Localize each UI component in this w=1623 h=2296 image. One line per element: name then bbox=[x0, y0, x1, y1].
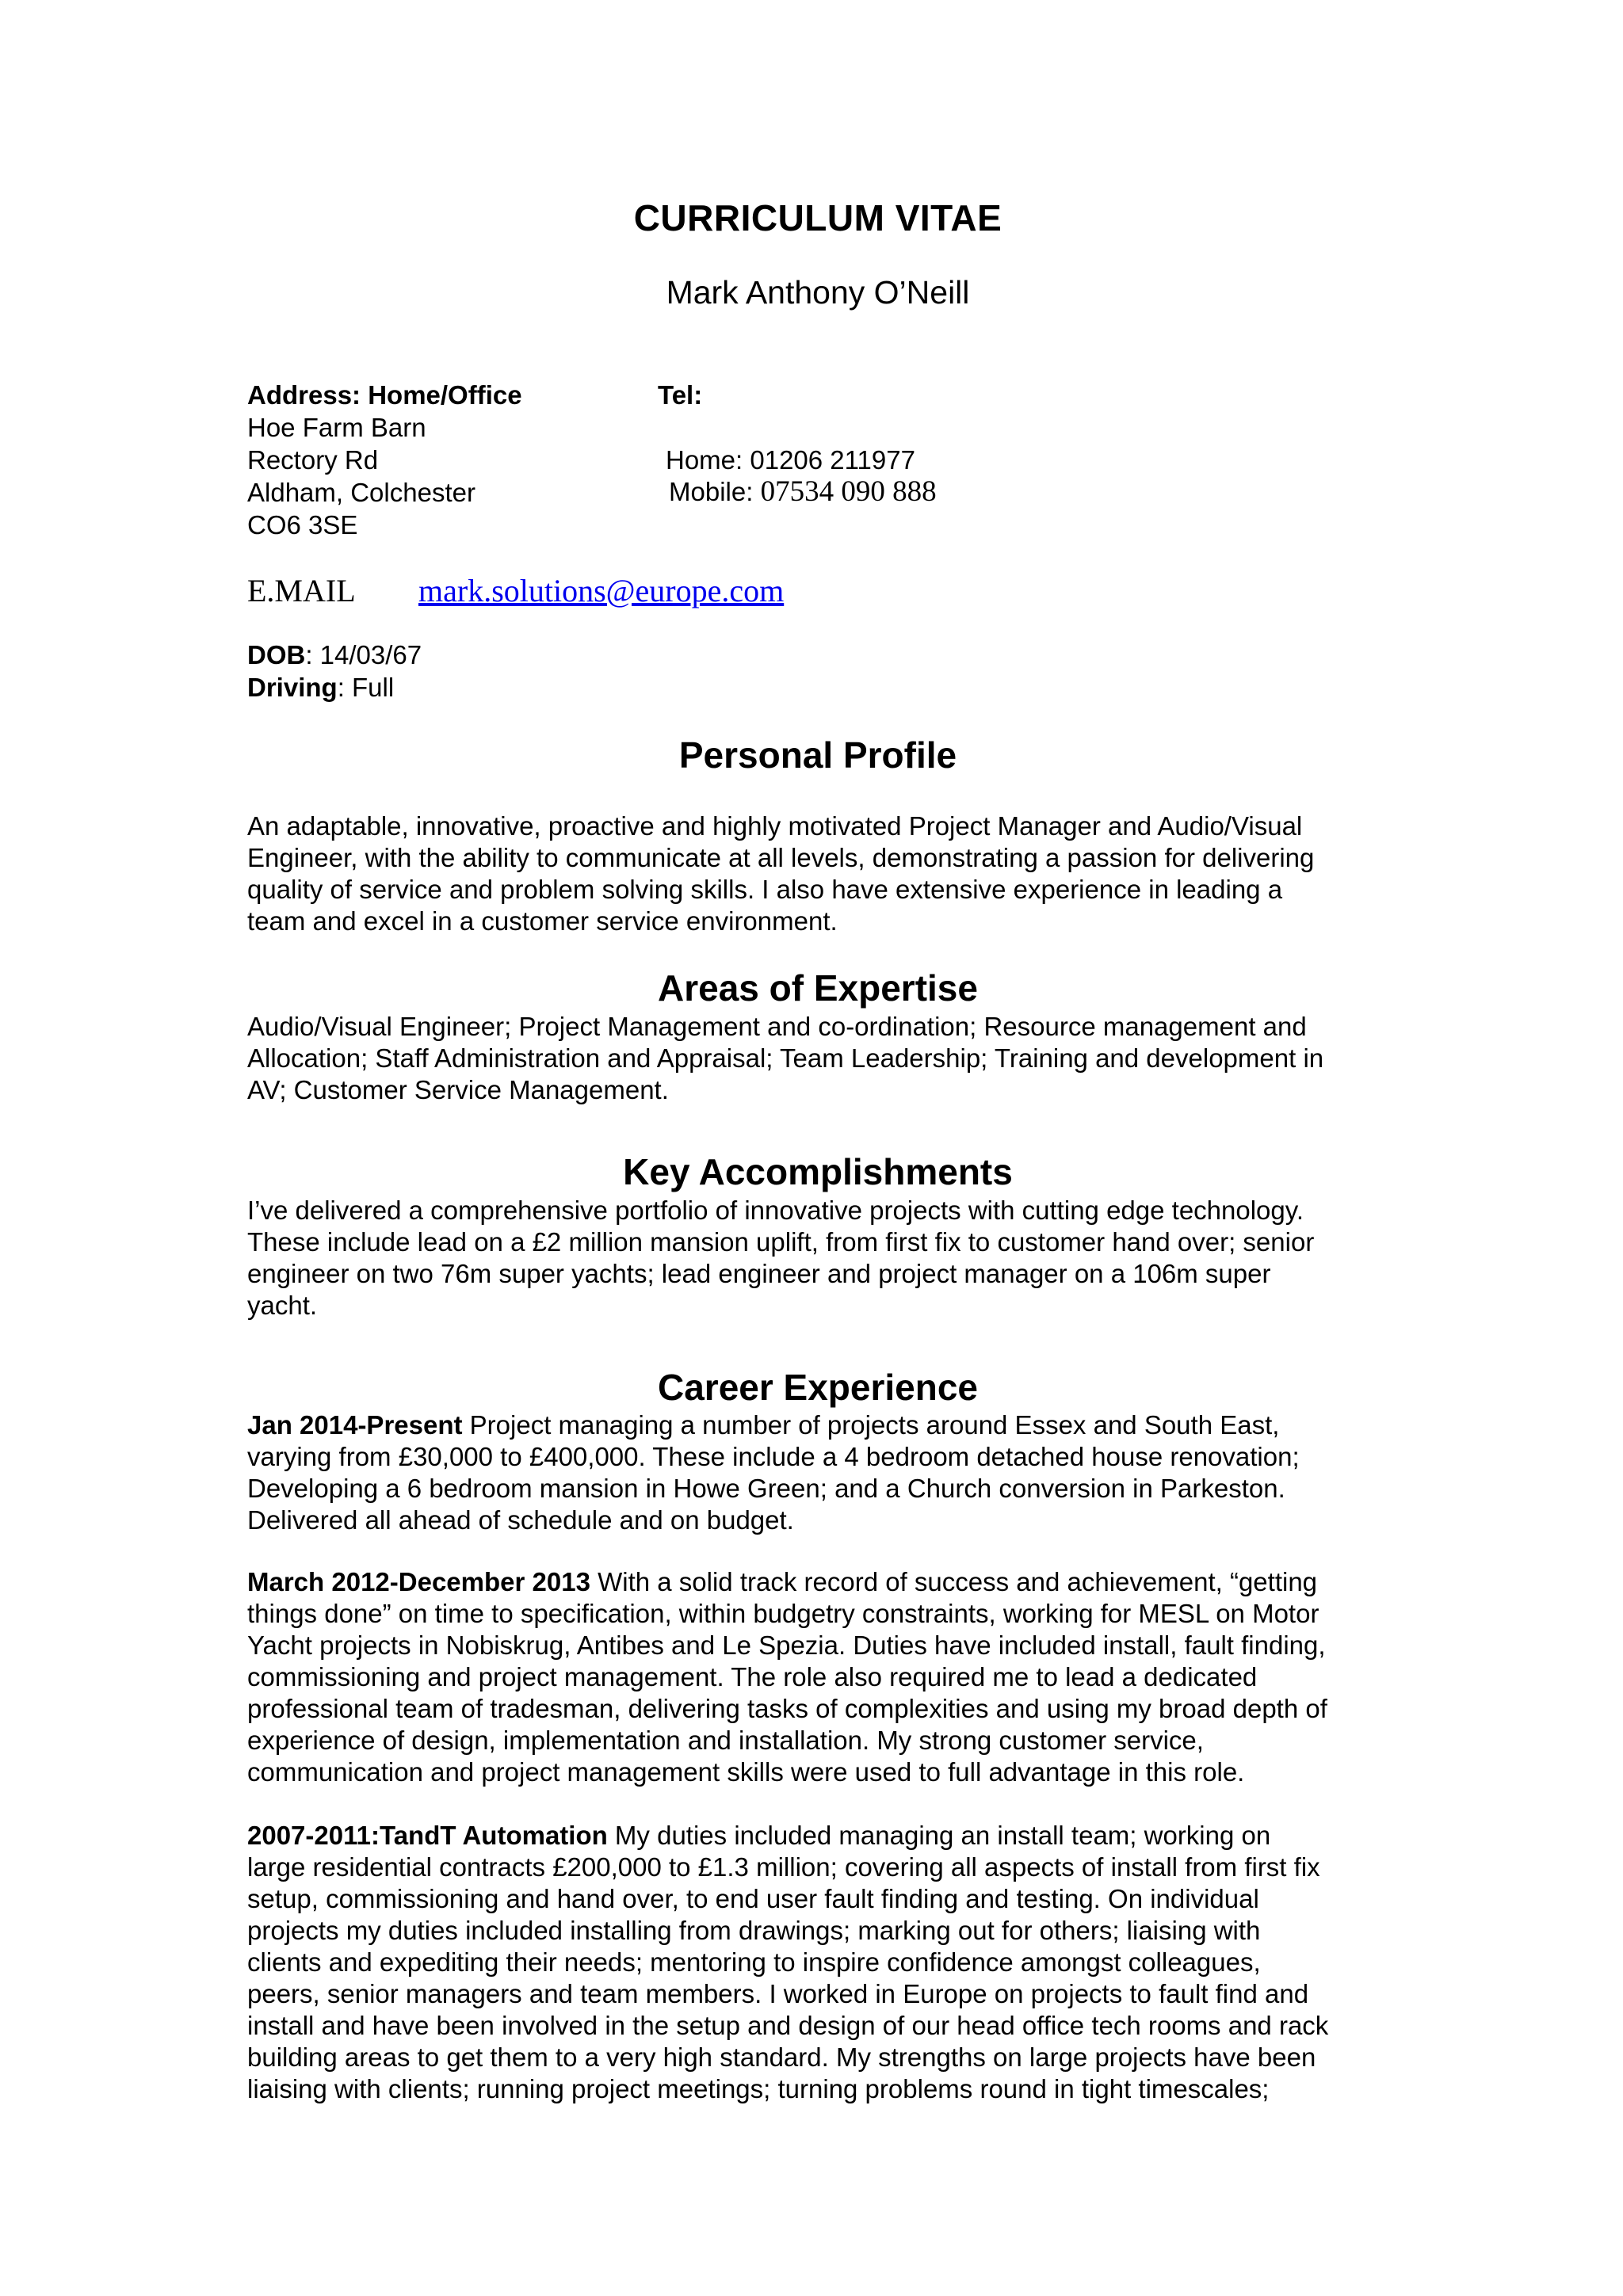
email-label: E.MAIL bbox=[247, 573, 356, 608]
section-heading-key-accomplishments: Key Accomplishments bbox=[623, 1151, 1013, 1192]
career-entry-first-line bbox=[247, 1820, 1388, 1852]
text-line: peers, senior managers and team members. I worked in Europe on projects to fault find and bbox=[247, 1979, 1309, 2008]
text-line: AV; Customer Service Management. bbox=[247, 1075, 669, 1104]
career-entry-first-line bbox=[247, 1566, 1388, 1598]
text-line: Engineer, with the ability to communicate at all levels, demonstrating a passion for delivering bbox=[247, 843, 1315, 872]
text-line: engineer on two 76m super yachts; lead engineer and project manager on a 106m super bbox=[247, 1259, 1271, 1288]
section-heading-personal-profile: Personal Profile bbox=[678, 734, 957, 776]
section-heading-career-experience: Career Experience bbox=[657, 1367, 979, 1408]
document-title: CURRICULUM VITAE bbox=[633, 197, 1002, 238]
address-label: Address: Home/Office bbox=[247, 380, 522, 410]
address-line: Rectory Rd bbox=[247, 445, 379, 475]
driving-value: : Full bbox=[337, 673, 395, 702]
text-line: Audio/Visual Engineer; Project Management and co-ordination; Resource management and bbox=[247, 1012, 1307, 1041]
career-entry-first-line bbox=[247, 1409, 1388, 1441]
mobile-label: Mobile: bbox=[669, 477, 761, 506]
text-line: large residential contracts £200,000 to £1.3 million; covering all aspects of install from first fix bbox=[247, 1852, 1320, 1882]
address-line: Aldham, Colchester bbox=[247, 478, 475, 507]
text-line: professional team of tradesman, delivering tasks of complexities and using my broad depth of bbox=[247, 1694, 1327, 1723]
text-line: Yacht projects in Nobiskrug, Antibes and Le Spezia. Duties have included install, fault finding, bbox=[247, 1630, 1326, 1660]
home-phone: Home: 01206 211977 bbox=[666, 445, 915, 475]
text-line: Allocation; Staff Administration and Appraisal; Team Leadership; Training and development in bbox=[247, 1043, 1324, 1073]
text-line: clients and expediting their needs; mentoring to inspire confidence amongst colleagues, bbox=[247, 1947, 1261, 1977]
personal-profile-text bbox=[247, 810, 1388, 937]
text-line: I’ve delivered a comprehensive portfolio of innovative projects with cutting edge technology. bbox=[247, 1196, 1304, 1225]
text-line: setup, commissioning and hand over, to end user fault finding and testing. On individual bbox=[247, 1884, 1259, 1913]
career-entry bbox=[247, 1566, 1388, 1788]
text-line: quality of service and problem solving skills. I also have extensive experience in leading a bbox=[247, 875, 1283, 904]
mobile-number: 07534 090 888 bbox=[760, 475, 937, 508]
driving-label: Driving bbox=[247, 673, 338, 702]
areas-of-expertise-text bbox=[247, 1011, 1388, 1106]
text-line: Delivered all ahead of schedule and on budget. bbox=[247, 1505, 794, 1535]
text-line: An adaptable, innovative, proactive and highly motivated Project Manager and Audio/Visual bbox=[247, 811, 1303, 841]
dob-label: DOB bbox=[247, 640, 306, 669]
text-line: varying from £30,000 to £400,000. These include a 4 bedroom detached house renovation; bbox=[247, 1442, 1300, 1471]
text-line: projects my duties included installing from drawings; marking out for others; liaising with bbox=[247, 1916, 1261, 1945]
career-period: Jan 2014-Present bbox=[247, 1410, 463, 1440]
driving-line bbox=[247, 671, 394, 704]
tel-label: Tel: bbox=[658, 380, 703, 410]
career-period: March 2012-December 2013 bbox=[247, 1567, 590, 1596]
career-period: 2007-2011:TandT Automation bbox=[247, 1821, 608, 1850]
career-description: With a solid track record of success and achievement, “getting bbox=[590, 1567, 1318, 1596]
career-description: My duties included managing an install team; working on bbox=[607, 1821, 1271, 1850]
text-line: experience of design, implementation and installation. My strong customer service, bbox=[247, 1726, 1204, 1755]
address-line: CO6 3SE bbox=[247, 510, 358, 540]
text-line: commissioning and project management. The role also required me to lead a dedicated bbox=[247, 1662, 1258, 1691]
key-accomplishments-text bbox=[247, 1195, 1388, 1322]
section-heading-areas-of-expertise: Areas of Expertise bbox=[658, 967, 978, 1009]
address-line: Hoe Farm Barn bbox=[247, 413, 426, 442]
text-line: install and have been involved in the setup and design of our head office tech rooms and rack bbox=[247, 2011, 1329, 2040]
dob-value: : 14/03/67 bbox=[305, 640, 422, 669]
email-link[interactable]: mark.solutions@europe.com bbox=[418, 573, 785, 608]
mobile-phone bbox=[669, 475, 937, 508]
text-line: team and excel in a customer service environment. bbox=[247, 906, 838, 936]
dob-line bbox=[247, 639, 422, 671]
text-line: building areas to get them to a very high standard. My strengths on large projects have been bbox=[247, 2042, 1316, 2072]
career-description: Project managing a number of projects around Essex and South East, bbox=[462, 1410, 1280, 1440]
career-entry bbox=[247, 1409, 1388, 1536]
candidate-name: Mark Anthony O’Neill bbox=[666, 274, 970, 311]
text-line: liaising with clients; running project meetings; turning problems round in tight timescales; bbox=[247, 2074, 1270, 2103]
text-line: yacht. bbox=[247, 1291, 318, 1320]
text-line: communication and project management skills were used to full advantage in this role. bbox=[247, 1757, 1245, 1787]
text-line: things done” on time to specification, within budgetry constraints, working for MESL on Motor bbox=[247, 1599, 1319, 1628]
text-line: Developing a 6 bedroom mansion in Howe Green; and a Church conversion in Parkeston. bbox=[247, 1474, 1285, 1503]
career-entry bbox=[247, 1820, 1388, 2105]
text-line: These include lead on a £2 million mansion uplift, from first fix to customer hand over; senior bbox=[247, 1227, 1315, 1257]
